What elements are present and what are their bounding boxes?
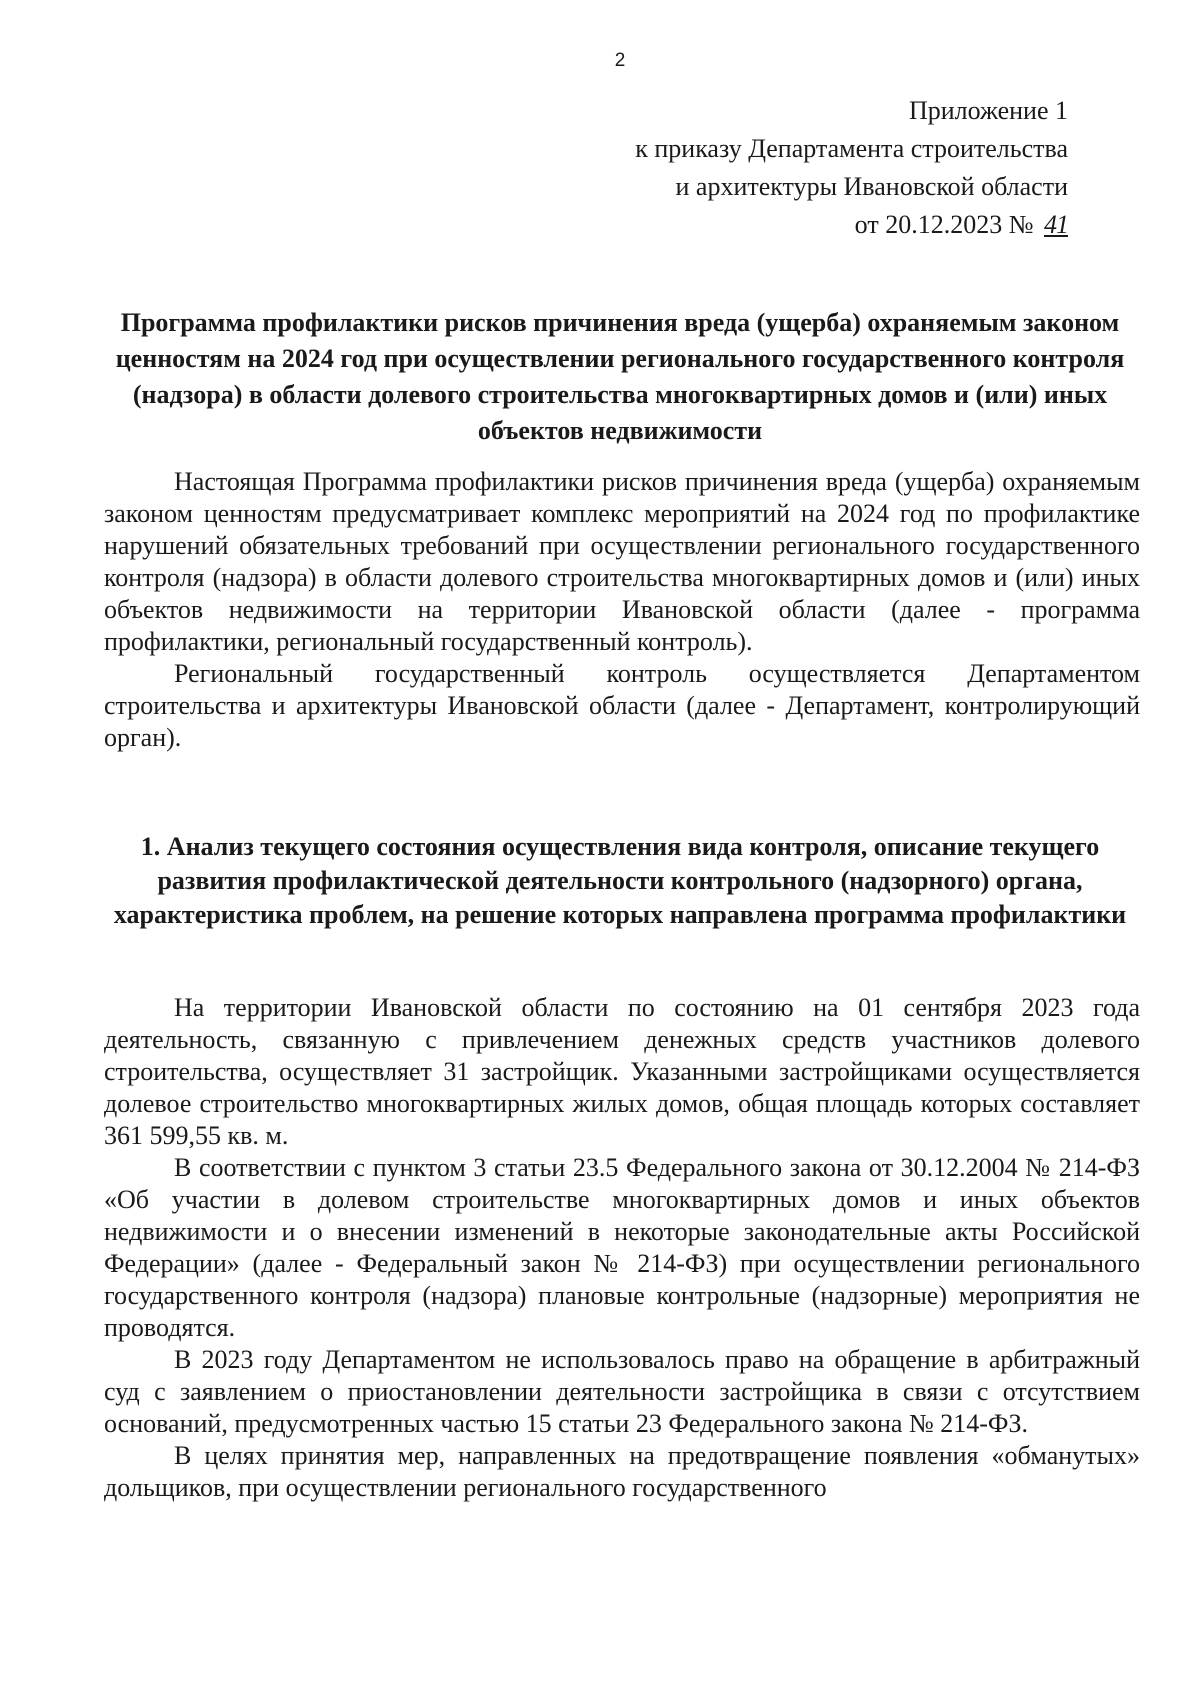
section-1-body xyxy=(104,992,1140,1504)
section-1-paragraph-4: В целях принятия мер, направленных на предотвращение появления «обманутых» дольщиков, при осуществлении регионального государственного xyxy=(104,1441,1140,1502)
intro-paragraph-2: Региональный государственный контроль осуществляется Департаментом строительства и архитектуры Ивановской области (далее - Департамент, контролирующий орган). xyxy=(104,659,1140,752)
section-1-heading: 1. Анализ текущего состояния осуществления вида контроля, описание текущего развития профилактической деятельности контрольного (надзорного) органа, характеристика проблем, на решение которых направлена программа профилактики xyxy=(113,832,1127,929)
intro-paragraph-1: Настоящая Программа профилактики рисков причинения вреда (ущерба) охраняемым законом ценностям предусматривает комплекс мероприятий на 2024 год по профилактике нарушений обязательных требований при осуществлении регионального государственного контроля (надзора) в области долевого строительства многоквартирных домов и (или) иных объектов недвижимости на территории Ивановской области (далее - программа профилактики, региональный государственный контроль). xyxy=(104,467,1140,656)
intro-section xyxy=(104,466,1140,754)
section-1-paragraph-2: В соответствии с пунктом 3 статьи 23.5 Федерального закона от 30.12.2004 № 214-ФЗ «Об участии в долевом строительстве многоквартирных домов и иных объектов недвижимости и о внесении изменений в некоторые законодательные акты Российской Федерации» (далее - Федеральный закон № 214-ФЗ) при осуществлении регионального государственного контроля (надзора) плановые контрольные (надзорные) мероприятия не проводятся. xyxy=(104,1153,1140,1342)
program-title: Программа профилактики рисков причинения вреда (ущерба) охраняемым законом ценностям на 2024 год при осуществлении регионального государственного контроля (надзора) в области долевого строительства многоквартирных домов и (или) иных объектов недвижимости xyxy=(115,308,1125,445)
appendix-line-2: к приказу Департамента строительства xyxy=(635,134,1068,163)
page-number: 2 xyxy=(614,50,626,71)
appendix-line-1: Приложение 1 xyxy=(908,96,1068,125)
section-1-paragraph-1: На территории Ивановской области по состоянию на 01 сентября 2023 года деятельность, связанную с привлечением денежных средств участников долевого строительства, осуществляет 31 застройщик. Указанными застройщиками осуществляется долевое строительство многоквартирных жилых домов, общая площадь которых составляет 361 599,55 кв. м. xyxy=(104,993,1140,1150)
appendix-header xyxy=(635,92,1068,244)
order-number-handwritten: 41 xyxy=(1044,210,1068,239)
appendix-line-4 xyxy=(635,206,1068,244)
appendix-line-3: и архитектуры Ивановской области xyxy=(675,172,1068,201)
section-1-paragraph-3: В 2023 году Департаментом не использовалось право на обращение в арбитражный суд с заявлением о приостановлении деятельности застройщика в связи с отсутствием оснований, предусмотренных частью 15 статьи 23 Федерального закона № 214-ФЗ. xyxy=(104,1345,1140,1438)
appendix-date: от 20.12.2023 № xyxy=(854,210,1034,239)
